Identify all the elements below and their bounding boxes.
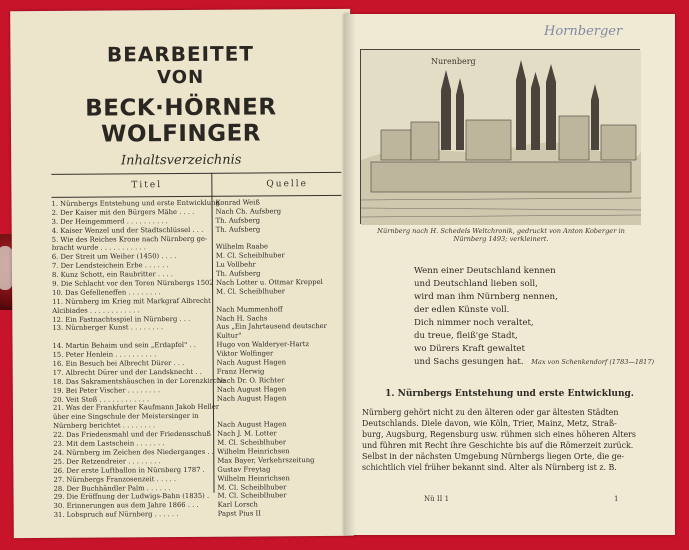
toc-row-title: 29. Die Eröffnung der Ludwigs-Bahn (1835) . xyxy=(53,492,210,502)
toc-row-title: 5. Wie des Reiches Krone nach Nürnberg ge- xyxy=(51,234,208,244)
body-line: Selbst in der nächsten Umgebung Nürnbergs liegen Orte, die ge- xyxy=(362,452,625,462)
poem-line: und Deutschland lieben soll, xyxy=(414,279,538,289)
header-von: VON xyxy=(157,66,205,89)
city-illustration xyxy=(361,50,641,225)
toc-row-source: Franz Herwig xyxy=(216,367,265,376)
toc-row-source: M. Cl. Scheiblhuber xyxy=(216,287,286,296)
body-text xyxy=(362,407,662,474)
toc-row-source: Papst Pius II xyxy=(217,509,261,518)
toc-row-title: Alcibiades . . . . . . . . . . . . xyxy=(52,305,140,315)
toc-row-source: M. Cl. Scheiblhuber xyxy=(217,438,287,447)
toc-row-title: 25. Der Retzendreier . . . . . . . . xyxy=(53,456,161,466)
toc-row-title: 14. Martin Behaim und sein „Erdapfel" . . xyxy=(52,341,196,351)
poem xyxy=(414,265,644,369)
poem-line: der edlen Künste voll. xyxy=(414,305,510,315)
body-line: und führen mit Recht ihre Geschichte bis auf die Römerzeit zurück. xyxy=(362,441,634,451)
poem-line: Dich nimmer noch veraltet, xyxy=(414,318,534,328)
toc-row-source: Nach Lotter u. Ottmar Kreppel xyxy=(216,278,323,287)
poem-line: und Sachs gesungen hat. xyxy=(414,357,524,367)
page-number: 1 xyxy=(614,495,619,503)
toc-row-source: Wilhelm Heinrichsen xyxy=(217,473,290,483)
toc-row-title: 23. Mit dem Lastschein . . . . . . . xyxy=(53,439,165,448)
toc-row-title: 16. Ein Besuch bei Albrecht Dürer . . . xyxy=(52,359,185,368)
toc-row-title: 13. Nürnberger Kunst . . . . . . . . xyxy=(52,323,164,333)
toc-row-title: 17. Albrecht Dürer und der Landsknecht . . xyxy=(52,367,202,377)
toc-row-title: 4. Kaiser Wenzel und der Stadtschlüssel . . . xyxy=(51,225,204,235)
poem-author: Max von Schenkendorf (1783—1817) xyxy=(531,358,654,366)
toc-row-source: Nach H. Sachs xyxy=(216,313,268,323)
toc-row-source: Max Bayer, Verkehrszeitung xyxy=(217,455,315,465)
toc-row-source: Hugo von Walderyer-Hartz xyxy=(216,340,310,350)
poem-line: du treue, fleiß'ge Stadt, xyxy=(414,331,518,341)
toc-list xyxy=(51,198,343,520)
toc-row-source: Nach Mummenhoff xyxy=(216,304,283,314)
toc-row-title: 8. Kunz Schott, ein Raubritter . . . . xyxy=(51,270,174,280)
toc-header xyxy=(51,172,341,198)
toc-row-source: Nach J. M. Lotter xyxy=(217,429,277,438)
toc-row-source: Karl Lorsch xyxy=(217,500,258,510)
toc-row-title: 11. Nürnberg im Krieg mit Markgraf Albrecht xyxy=(52,296,211,306)
header-bearbeitet: BEARBEITET xyxy=(106,41,255,67)
toc-row-source: Nach August Hagen xyxy=(217,420,287,430)
toc-row-source: Th. Aufsberg xyxy=(215,216,261,225)
toc-row-title: 1. Nürnbergs Entstehung und erste Entwicklung xyxy=(51,198,220,208)
toc-row-title: 27. Nürnbergs Franzosenzeit . . . . . xyxy=(53,474,177,484)
toc-row-source: Wilhelm Raabe xyxy=(215,242,269,252)
toc-row-title: 22. Das Friedensmahl und der Friedensschuß xyxy=(53,429,211,440)
toc-row-source: Nach August Hagen xyxy=(216,358,287,367)
toc-row-source: Kultur" xyxy=(216,331,242,341)
toc-row-title: 15. Peter Henlein . . . . . . . . . . xyxy=(52,350,157,360)
toc-row-source: Nach Ch. Aufsberg xyxy=(215,207,282,216)
toc-row-title: 7. Der Lendsteichein Erbe . . . . . . xyxy=(51,261,169,271)
handwritten-signature: Hornberger xyxy=(544,24,623,39)
toc-row-title: 21. Was der Frankfurter Kaufmann Jakob Heller xyxy=(52,403,220,413)
authors-line-1: BECK·HÖRNER xyxy=(85,94,277,122)
toc-row xyxy=(54,509,344,520)
poem-line: wird man ihm Nürnberg nennen, xyxy=(414,292,558,302)
toc-row-source: Nach August Hagen xyxy=(216,384,287,394)
left-page xyxy=(10,9,354,538)
toc-row-title: Nürnberg berichtet . . . . . . . . xyxy=(53,421,156,431)
toc-row-title: 28. Der Buchhändler Palm . . . . . . xyxy=(53,483,171,493)
toc-row-title: 2. Der Kaiser mit den Bürgers Mähe . . . . xyxy=(51,207,195,217)
image-label: Nurenberg xyxy=(431,57,476,66)
toc-row-title: 9. Die Schlacht vor den Toren Nürnbergs 1502 xyxy=(52,278,214,288)
toc-row-title: 24. Nürnberg im Zeichen des Niederganges . . xyxy=(53,447,214,457)
toc-row-source: Th. Aufsberg xyxy=(215,225,261,234)
toc-row-source: Viktor Wolfinger xyxy=(216,349,274,358)
toc-row-source: Konrad Weiß xyxy=(215,198,260,207)
toc-row-title: 19. Bei Peter Vischer . . . . . . . . xyxy=(52,385,161,395)
toc-row-source: Th. Aufsberg xyxy=(215,269,261,278)
toc-row-source: Nach Dr. O. Richter xyxy=(216,376,285,385)
right-page xyxy=(344,14,675,535)
toc-row-title: 31. Lobspruch auf Nürnberg . . . . . . xyxy=(53,510,179,520)
toc-col-title: Titel xyxy=(131,180,163,191)
body-line: Nürnberg gehört nicht zu den älteren oder gar ältesten Städten xyxy=(362,408,619,417)
toc-row-source: Wilhelm Heinrichsen xyxy=(217,447,290,456)
toc-title: Inhaltsverzeichnis xyxy=(120,152,242,169)
toc-row-source: M. Cl. Scheiblhuber xyxy=(217,482,287,492)
toc-row-source: M. Cl. Scheiblhuber xyxy=(217,491,287,501)
toc-row-title: 12. Ein Fastnachtsspiel in Nürnberg . . . xyxy=(52,314,191,324)
toc-row-title: 20. Veit Stoß . . . . . . . . . . . . xyxy=(52,394,150,404)
toc-row-title: 6. Der Streit um Weiher (1450) . . . . xyxy=(51,252,177,262)
book-spine-shadow xyxy=(344,14,356,535)
body-line: schichtlich viel früher bekannt sind. Alter als Nürnberg ist z. B. xyxy=(362,463,617,473)
toc-row-source: Aus „Ein Jahrtausend deutscher xyxy=(216,322,327,332)
nuremberg-woodcut-image xyxy=(360,49,640,224)
toc-row-source: M. Cl. Scheiblhuber xyxy=(215,251,285,261)
footer-code: Nü II 1 xyxy=(424,495,450,503)
toc-row-title: über eine Singschule der Meistersinger in xyxy=(52,412,199,422)
section-heading: 1. Nürnbergs Entstehung und erste Entwicklung. xyxy=(385,389,634,399)
image-caption: Nürnberg nach H. Schedels Weltchronik, gedruckt von Anton Koberger in Nürnberg 1493; verkleinert. xyxy=(377,227,625,243)
poem-line: wo Dürers Kraft gewaltet xyxy=(414,344,525,354)
toc-row-title: 26. Der erste Luftballon in Nürnberg 1787 . xyxy=(53,465,205,475)
toc-row-source: Gustav Freytag xyxy=(217,465,271,474)
toc-row-title: 18. Das Sakramentshäuschen in der Lorenzkirche xyxy=(52,376,226,386)
toc-row-source: Lu Vollbehr xyxy=(215,260,256,269)
body-line: Deutschlands. Diele davon, wie Köln, Trier, Mainz, Metz, Straß- xyxy=(362,419,617,429)
toc-row-title: 30. Erinnerungen aus dem Jahre 1866 . . . xyxy=(53,501,199,511)
body-line: burg, Augsburg, Regensburg usw. rühmen sich eines höheren Alters xyxy=(362,430,636,440)
toc-row-title: bracht wurde . . . . . . . . . . . xyxy=(51,243,146,253)
poem-line: Wenn einer Deutschland kennen xyxy=(414,266,556,276)
toc-row-source: Nach August Hagen xyxy=(216,393,287,403)
toc-row-title: 10. Das Gefelleneffen . . . . . . . . xyxy=(52,288,161,297)
toc-row-title: 3. Der Heingemmerd . . . . . . . . . . xyxy=(51,216,168,226)
toc-col-source: Quelle xyxy=(266,179,309,190)
authors-line-2: WOLFINGER xyxy=(100,120,262,148)
